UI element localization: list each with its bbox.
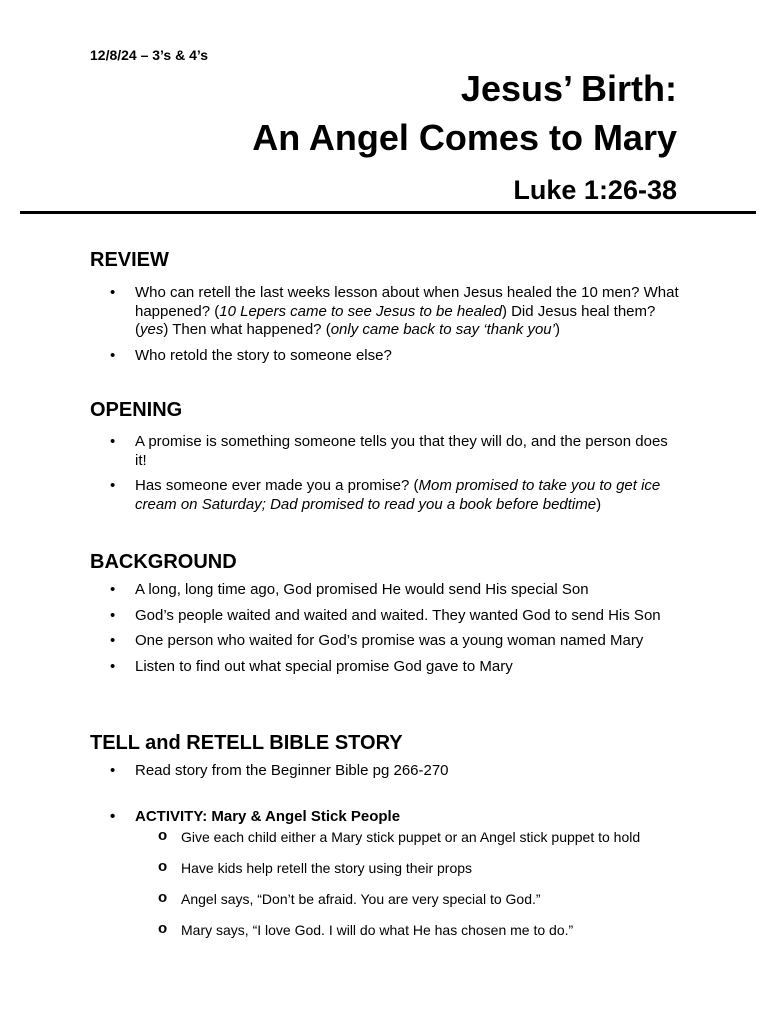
story-list <box>90 762 680 788</box>
title-divider <box>20 211 756 214</box>
lesson-title-line-2: An Angel Comes to Mary <box>252 117 677 158</box>
story-heading: TELL and RETELL BIBLE STORY <box>90 732 403 754</box>
review-answer: yes <box>140 321 164 338</box>
review-answer: 10 Lepers came to see Jesus to be healed <box>219 302 502 320</box>
opening-item: • A promise is something someone tells you that they will do, and the person does it! <box>90 433 680 470</box>
opening-example: Mom promised to take you to get ice cream on Saturday; Dad promised to read you a book before bedtime <box>135 477 661 513</box>
opening-heading: OPENING <box>90 399 183 421</box>
activity-step: o Give each child either a Mary stick puppet or an Angel stick puppet to hold <box>135 828 695 859</box>
background-item: • One person who waited for God’s promise was a young woman named Mary <box>90 632 680 651</box>
background-item: • Listen to find out what special promise God gave to Mary <box>90 658 680 677</box>
review-item: • Who retold the story to someone else? <box>90 347 680 366</box>
background-heading: BACKGROUND <box>90 551 237 573</box>
review-text: ) Did Jesus heal them? ( <box>135 302 656 338</box>
review-item <box>90 284 680 340</box>
activity-step: o Have kids help retell the story using their props <box>135 859 695 890</box>
opening-list <box>90 433 680 521</box>
background-item: • A long, long time ago, God promised He would send His special Son <box>90 581 680 600</box>
review-answer: only came back to say ‘thank you’ <box>330 321 555 338</box>
background-item: • God’s people waited and waited and waited. They wanted God to send His Son <box>90 607 680 626</box>
story-item: • Read story from the Beginner Bible pg 266-270 <box>90 762 680 781</box>
lesson-date: 12/8/24 – 3’s & 4’s <box>90 47 209 63</box>
background-list <box>90 581 680 683</box>
activity-step: o Angel says, “Don’t be afraid. You are very special to God.” <box>135 890 695 921</box>
review-list <box>90 284 680 372</box>
review-text: Who can retell the last weeks lesson about when Jesus healed the 10 men? What happened? ( <box>135 284 679 320</box>
opening-item <box>90 477 680 514</box>
review-text: ) <box>554 321 560 338</box>
activity-step: o Mary says, “I love God. I will do what He has chosen me to do.” <box>135 921 695 952</box>
activity-title: • ACTIVITY: Mary & Angel Stick People <box>90 808 680 827</box>
lesson-title-line-1: Jesus’ Birth: <box>460 68 677 109</box>
activity-steps <box>135 828 695 952</box>
review-text: ) Then what happened? ( <box>163 321 331 338</box>
opening-text: Has someone ever made you a promise? ( <box>135 477 419 494</box>
opening-text: ) <box>596 495 602 513</box>
scripture-reference: Luke 1:26-38 <box>513 175 677 205</box>
review-heading: REVIEW <box>90 249 169 271</box>
